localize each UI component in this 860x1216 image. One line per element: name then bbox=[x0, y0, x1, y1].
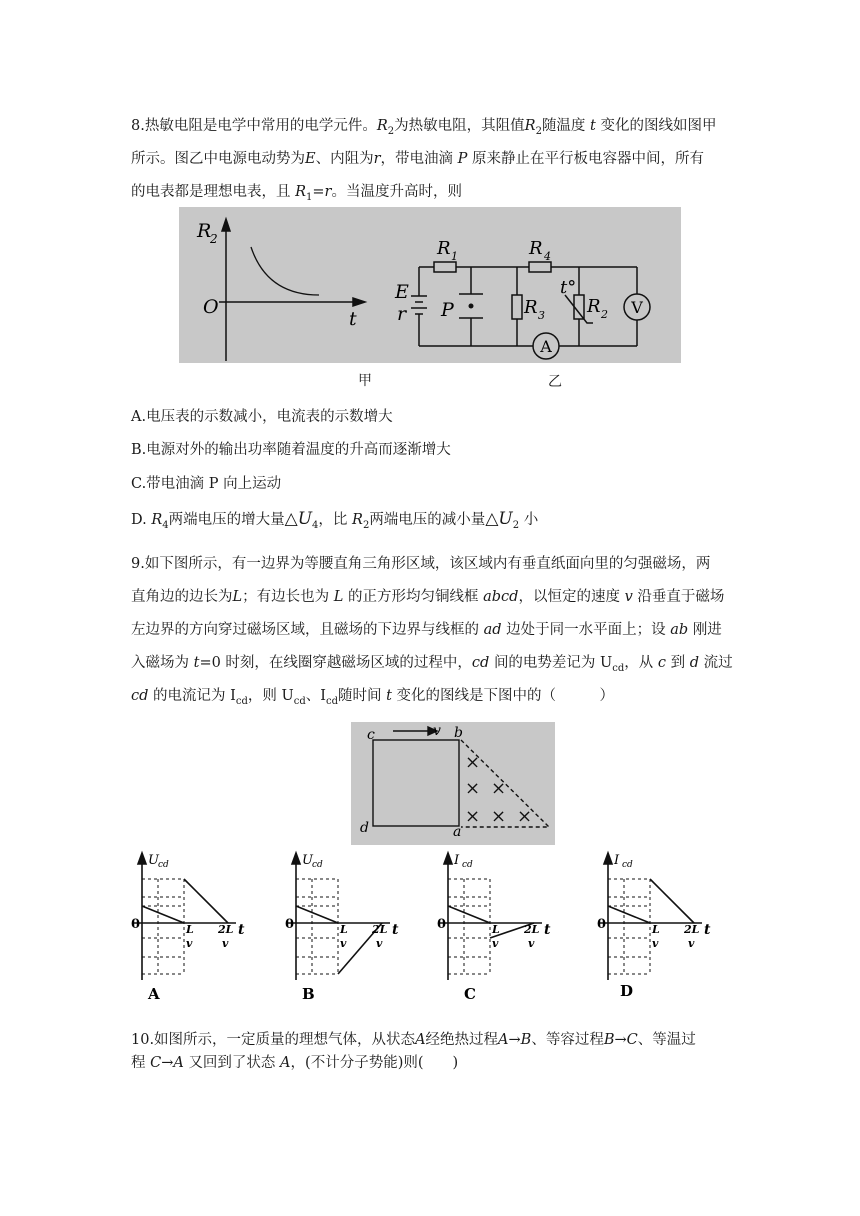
svg-text:0: 0 bbox=[131, 917, 141, 932]
q8-line-3: 的电表都是理想电表，且 $R_1=r$。当温度升高时，则 bbox=[131, 184, 462, 203]
svg-text:E: E bbox=[395, 281, 409, 303]
graph-c-letter: C bbox=[464, 985, 476, 1003]
svg-text:3: 3 bbox=[538, 309, 545, 322]
q10-line-1: 10.如图所示，一定质量的理想气体，从状态A经绝热过程A→B、等容过程B→C、等温过 bbox=[131, 1032, 696, 1048]
svg-text:P: P bbox=[441, 299, 454, 321]
svg-text:L: L bbox=[652, 923, 660, 936]
q8-line-2: 所示。图乙中电源电动势为E、内阻为r，带电油滴 P 原来静止在平行板电容器中间，所有 bbox=[131, 151, 705, 167]
svg-text:R: R bbox=[587, 296, 601, 317]
svg-text:×: × bbox=[465, 778, 481, 799]
svg-text:2L: 2L bbox=[524, 923, 540, 936]
svg-text:2: 2 bbox=[601, 308, 608, 321]
svg-text:×: × bbox=[465, 806, 481, 827]
svg-text:t: t bbox=[238, 922, 245, 938]
svg-text:b: b bbox=[454, 725, 463, 741]
svg-text:a: a bbox=[453, 824, 462, 840]
q8-option-a: A.电压表的示数减小，电流表的示数增大 bbox=[131, 409, 393, 425]
t-axis-label: t bbox=[349, 308, 357, 330]
q9-figure bbox=[351, 722, 555, 845]
svg-text:0: 0 bbox=[437, 917, 447, 932]
svg-text:I: I bbox=[454, 853, 460, 868]
svg-text:t: t bbox=[704, 922, 711, 938]
svg-text:v: v bbox=[433, 723, 441, 739]
svg-text:2L: 2L bbox=[684, 923, 700, 936]
svg-text:cd: cd bbox=[158, 860, 169, 870]
svg-text:t°: t° bbox=[560, 277, 577, 298]
graph-a bbox=[131, 853, 245, 1003]
ammeter-label: A bbox=[540, 337, 552, 356]
svg-text:c: c bbox=[367, 727, 375, 743]
svg-text:v: v bbox=[528, 937, 535, 950]
r2-axis-label: R bbox=[197, 220, 212, 242]
svg-text:v: v bbox=[222, 937, 229, 950]
q9-line-5: cd 的电流记为 $I_{cd}$，则 $U_{cd}$、$I_{cd}$随时间 t 变化的图线是下图中的（ ） bbox=[131, 688, 615, 707]
graph-d-letter: D bbox=[620, 982, 634, 1000]
svg-text:cd: cd bbox=[462, 860, 473, 870]
graph-b-letter: B bbox=[302, 985, 315, 1003]
q9-line-1: 9.如下图所示，有一边界为等腰直角三角形区域，该区域内有垂直纸面向里的匀强磁场，两 bbox=[131, 556, 711, 572]
svg-text:v: v bbox=[340, 937, 347, 950]
svg-text:L: L bbox=[186, 923, 194, 936]
svg-text:0: 0 bbox=[285, 917, 295, 932]
q8-option-c: C.带电油滴 P 向上运动 bbox=[131, 476, 282, 492]
q9-answer-graphs bbox=[128, 850, 728, 1005]
svg-text:0: 0 bbox=[597, 917, 607, 932]
svg-text:v: v bbox=[652, 937, 659, 950]
svg-text:R: R bbox=[524, 297, 538, 318]
graph-b bbox=[285, 853, 399, 1003]
voltmeter-label: V bbox=[631, 298, 643, 317]
svg-text:2L: 2L bbox=[218, 923, 234, 936]
caption-yi: 乙 bbox=[548, 374, 562, 390]
svg-text:t: t bbox=[392, 922, 399, 938]
svg-text:2: 2 bbox=[210, 232, 218, 246]
svg-text:r: r bbox=[397, 303, 407, 325]
svg-text:×: × bbox=[517, 806, 533, 827]
caption-jia: 甲 bbox=[358, 373, 372, 389]
q10-line-2: 程 C→A 又回到了状态 A，(不计分子势能)则( ) bbox=[131, 1055, 459, 1071]
svg-text:L: L bbox=[492, 923, 500, 936]
svg-text:U: U bbox=[148, 853, 159, 868]
graph-a-letter: A bbox=[148, 985, 160, 1003]
svg-text:R: R bbox=[529, 238, 543, 259]
svg-text:v: v bbox=[688, 937, 695, 950]
svg-text:×: × bbox=[491, 806, 507, 827]
svg-text:v: v bbox=[376, 937, 383, 950]
svg-text:cd: cd bbox=[312, 860, 323, 870]
svg-text:cd: cd bbox=[622, 860, 633, 870]
q8-option-d: D. $R_4$两端电压的增大量$\triangle U_4$，比 $R_2$两端电压的减小量$\triangle U_2$ 小 bbox=[131, 509, 539, 531]
svg-text:×: × bbox=[491, 778, 507, 799]
graph-c bbox=[437, 853, 551, 1003]
q9-line-4: 入磁场为 t=0 时刻，在线圈穿越磁场区域的过程中，cd 间的电势差记为 $U_{cd}$，从 c 到 d 流过 bbox=[131, 655, 733, 674]
q9-line-2: 直角边的边长为L；有边长也为 L 的正方形均匀铜线框 abcd，以恒定的速度 v 沿垂直于磁场 bbox=[131, 589, 725, 605]
svg-text:t: t bbox=[544, 922, 551, 938]
graph-d bbox=[597, 853, 711, 1000]
svg-text:v: v bbox=[492, 937, 499, 950]
q9-line-3: 左边界的方向穿过磁场区域，且磁场的下边界与线框的 ad 边处于同一水平面上；设 ab 刚进 bbox=[131, 622, 722, 638]
svg-text:I: I bbox=[614, 853, 620, 868]
svg-text:U: U bbox=[302, 853, 313, 868]
q8-line-1: 8.热敏电阻是电学中常用的电学元件。$R_2$为热敏电阻，其阻值$R_2$随温度 t 变化的图线如图甲 bbox=[131, 118, 717, 137]
svg-text:d: d bbox=[360, 820, 369, 836]
svg-text:2L: 2L bbox=[372, 923, 388, 936]
svg-text:1: 1 bbox=[451, 250, 458, 263]
svg-text:R: R bbox=[437, 238, 451, 259]
q8-figure bbox=[179, 207, 681, 363]
svg-text:×: × bbox=[465, 752, 481, 773]
svg-text:4: 4 bbox=[544, 250, 551, 263]
origin-label: O bbox=[203, 296, 219, 318]
svg-text:v: v bbox=[186, 937, 193, 950]
q8-option-b: B.电源对外的输出功率随着温度的升高而逐渐增大 bbox=[131, 442, 451, 458]
svg-text:L: L bbox=[340, 923, 348, 936]
